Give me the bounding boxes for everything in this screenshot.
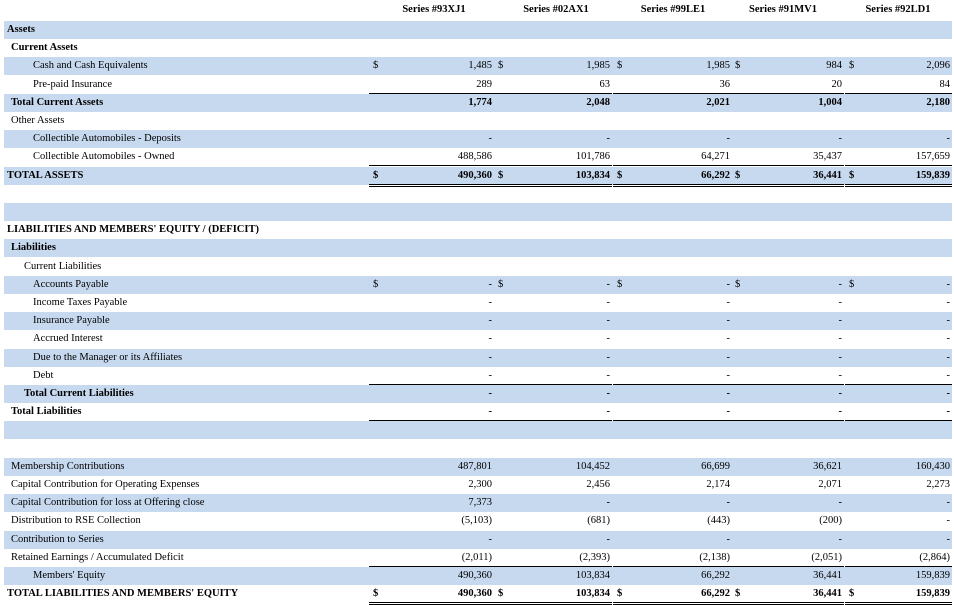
value-cell: 2,071 <box>818 479 842 490</box>
table-row <box>4 458 952 476</box>
row-label: Total Current Liabilities <box>24 388 134 399</box>
value-cell: - <box>838 133 842 144</box>
table-row <box>4 185 952 203</box>
value-cell: 490,360 <box>457 170 492 181</box>
value-cell: 36,621 <box>813 461 842 472</box>
value-cell: 66,292 <box>701 170 730 181</box>
value-cell: - <box>946 333 950 344</box>
row-label: Capital Contribution for Operating Expenses <box>11 479 200 490</box>
value-cell: 2,456 <box>586 479 610 490</box>
table-row <box>4 585 952 603</box>
column-header: Series #91MV1 <box>749 4 817 15</box>
value-cell: 160,430 <box>915 461 950 472</box>
row-label: LIABILITIES AND MEMBERS' EQUITY / (DEFICIT) <box>7 224 259 235</box>
row-label: TOTAL ASSETS <box>7 170 84 181</box>
value-cell: - <box>606 388 610 399</box>
value-cell: 289 <box>476 79 492 90</box>
value-cell: - <box>946 279 950 290</box>
value-cell: - <box>606 297 610 308</box>
value-cell: (5,103) <box>461 515 492 526</box>
value-cell: - <box>606 497 610 508</box>
value-cell: - <box>488 279 492 290</box>
value-cell: - <box>726 352 730 363</box>
value-cell: - <box>726 133 730 144</box>
value-cell: 2,300 <box>468 479 492 490</box>
row-label: Membership Contributions <box>11 461 125 472</box>
value-cell: - <box>606 279 610 290</box>
value-cell: 1,004 <box>818 97 842 108</box>
value-cell: 63 <box>599 79 610 90</box>
table-row <box>4 421 952 439</box>
row-label: Accounts Payable <box>33 279 109 290</box>
value-cell: - <box>946 352 950 363</box>
row-label: Insurance Payable <box>33 315 110 326</box>
row-label: Collectible Automobiles - Owned <box>33 151 175 162</box>
currency-symbol: $ <box>498 588 504 599</box>
value-cell: - <box>838 534 842 545</box>
value-cell: - <box>488 534 492 545</box>
value-cell: 2,048 <box>586 97 610 108</box>
value-cell: - <box>838 406 842 417</box>
value-cell: 101,786 <box>575 151 610 162</box>
value-cell: - <box>946 133 950 144</box>
value-cell: 36,441 <box>813 570 842 581</box>
currency-symbol: $ <box>849 60 855 71</box>
value-cell: - <box>838 297 842 308</box>
value-cell: 157,659 <box>915 151 950 162</box>
value-cell: - <box>488 333 492 344</box>
table-row <box>4 549 952 567</box>
value-cell: (200) <box>819 515 842 526</box>
value-cell: - <box>838 370 842 381</box>
value-cell: - <box>606 534 610 545</box>
value-cell: - <box>488 297 492 308</box>
column-header: Series #93XJ1 <box>402 4 466 15</box>
value-cell: - <box>838 352 842 363</box>
currency-symbol: $ <box>617 279 623 290</box>
underline <box>613 165 732 166</box>
row-label: Accrued Interest <box>33 333 103 344</box>
row-label: Due to the Manager or its Affiliates <box>33 352 183 363</box>
value-cell: 36,441 <box>813 170 842 181</box>
currency-symbol: $ <box>373 279 379 290</box>
value-cell: - <box>606 352 610 363</box>
value-cell: - <box>488 406 492 417</box>
value-cell: 490,360 <box>457 588 492 599</box>
value-cell: 1,985 <box>586 60 610 71</box>
value-cell: - <box>946 534 950 545</box>
value-cell: - <box>726 370 730 381</box>
table-row <box>4 385 952 403</box>
table-row <box>4 531 952 549</box>
table-row <box>4 312 952 330</box>
underline <box>845 165 952 166</box>
value-cell: - <box>946 406 950 417</box>
value-cell: 104,452 <box>575 461 610 472</box>
currency-symbol: $ <box>498 170 504 181</box>
value-cell: - <box>946 370 950 381</box>
currency-symbol: $ <box>849 279 855 290</box>
underline <box>731 165 844 166</box>
underline <box>731 602 844 603</box>
row-label: Income Taxes Payable <box>33 297 128 308</box>
table-row <box>4 294 952 312</box>
value-cell: - <box>488 388 492 399</box>
value-cell: - <box>488 352 492 363</box>
value-cell: - <box>606 406 610 417</box>
currency-symbol: $ <box>735 60 741 71</box>
value-cell: - <box>488 315 492 326</box>
column-header: Series #02AX1 <box>523 4 589 15</box>
value-cell: - <box>606 333 610 344</box>
row-label: Total Liabilities <box>11 406 82 417</box>
underline <box>369 165 494 166</box>
currency-symbol: $ <box>617 170 623 181</box>
value-cell: - <box>946 315 950 326</box>
value-cell: 103,834 <box>575 170 610 181</box>
currency-symbol: $ <box>373 60 379 71</box>
table-row <box>4 203 952 221</box>
table-row <box>4 148 952 166</box>
currency-symbol: $ <box>617 588 623 599</box>
value-cell: 984 <box>826 60 842 71</box>
value-cell: 490,360 <box>457 570 492 581</box>
table-row <box>4 21 952 39</box>
value-cell: 2,273 <box>926 479 950 490</box>
row-label: Contribution to Series <box>11 534 104 545</box>
value-cell: 7,373 <box>468 497 492 508</box>
value-cell: - <box>606 133 610 144</box>
underline <box>369 602 494 603</box>
underline <box>494 602 612 603</box>
row-label: Other Assets <box>11 115 65 126</box>
value-cell: 2,096 <box>926 60 950 71</box>
value-cell: (681) <box>587 515 610 526</box>
column-header: Series #92LD1 <box>865 4 931 15</box>
row-label: Assets <box>7 24 35 35</box>
currency-symbol: $ <box>617 60 623 71</box>
table-row <box>4 512 952 530</box>
table-row <box>4 130 952 148</box>
currency-symbol: $ <box>735 588 741 599</box>
value-cell: 103,834 <box>575 570 610 581</box>
table-row <box>4 440 952 458</box>
table-row <box>4 167 952 185</box>
value-cell: 64,271 <box>701 151 730 162</box>
value-cell: 66,292 <box>701 588 730 599</box>
table-row <box>4 567 952 585</box>
table-row <box>4 94 952 112</box>
table-row <box>4 112 952 130</box>
value-cell: 2,174 <box>706 479 730 490</box>
value-cell: - <box>726 333 730 344</box>
table-row <box>4 239 952 257</box>
table-row <box>4 349 952 367</box>
underline <box>845 602 952 603</box>
value-cell: - <box>726 406 730 417</box>
value-cell: - <box>726 388 730 399</box>
value-cell: - <box>726 497 730 508</box>
value-cell: 20 <box>831 79 842 90</box>
row-label: Current Liabilities <box>24 261 102 272</box>
value-cell: - <box>606 370 610 381</box>
value-cell: 66,292 <box>701 570 730 581</box>
value-cell: - <box>488 370 492 381</box>
currency-symbol: $ <box>373 588 379 599</box>
currency-symbol: $ <box>373 170 379 181</box>
value-cell: - <box>946 297 950 308</box>
value-cell: - <box>838 279 842 290</box>
value-cell: - <box>838 333 842 344</box>
underline <box>613 602 732 603</box>
row-label: Capital Contribution for loss at Offering close <box>11 497 205 508</box>
value-cell: 487,801 <box>457 461 492 472</box>
table-row <box>4 76 952 94</box>
currency-symbol: $ <box>735 279 741 290</box>
table-row <box>4 276 952 294</box>
row-label: Pre-paid Insurance <box>33 79 113 90</box>
row-label: Members' Equity <box>33 570 106 581</box>
value-cell: 66,699 <box>701 461 730 472</box>
value-cell: (2,138) <box>699 552 730 563</box>
value-cell: (2,864) <box>919 552 950 563</box>
value-cell: 36 <box>719 79 730 90</box>
currency-symbol: $ <box>849 588 855 599</box>
table-row <box>4 367 952 385</box>
value-cell: - <box>946 515 950 526</box>
value-cell: 2,021 <box>706 97 730 108</box>
value-cell: - <box>838 388 842 399</box>
value-cell: 159,839 <box>915 588 950 599</box>
value-cell: 36,441 <box>813 588 842 599</box>
row-label: Cash and Cash Equivalents <box>33 60 148 71</box>
value-cell: (2,393) <box>579 552 610 563</box>
value-cell: - <box>946 497 950 508</box>
row-label: TOTAL LIABILITIES AND MEMBERS' EQUITY <box>7 588 239 599</box>
value-cell: (2,051) <box>811 552 842 563</box>
table-row <box>4 39 952 57</box>
table-row <box>4 403 952 421</box>
value-cell: - <box>606 315 610 326</box>
table-row <box>4 494 952 512</box>
row-label: Collectible Automobiles - Deposits <box>33 133 181 144</box>
currency-symbol: $ <box>498 60 504 71</box>
table-row <box>4 258 952 276</box>
value-cell: 159,839 <box>915 170 950 181</box>
row-label: Debt <box>33 370 54 381</box>
value-cell: 488,586 <box>457 151 492 162</box>
currency-symbol: $ <box>498 279 504 290</box>
row-label: Distribution to RSE Collection <box>11 515 141 526</box>
value-cell: 1,774 <box>468 97 492 108</box>
table-row <box>4 476 952 494</box>
value-cell: - <box>488 133 492 144</box>
row-label: Retained Earnings / Accumulated Deficit <box>11 552 184 563</box>
table-row <box>4 330 952 348</box>
value-cell: (443) <box>707 515 730 526</box>
table-row <box>4 221 952 239</box>
column-header: Series #99LE1 <box>640 4 706 15</box>
value-cell: 2,180 <box>926 97 950 108</box>
row-label: Current Assets <box>11 42 78 53</box>
value-cell: 1,985 <box>706 60 730 71</box>
value-cell: (2,011) <box>461 552 492 563</box>
value-cell: - <box>726 297 730 308</box>
currency-symbol: $ <box>849 170 855 181</box>
value-cell: 159,839 <box>915 570 950 581</box>
currency-symbol: $ <box>735 170 741 181</box>
row-label: Total Current Assets <box>11 97 104 108</box>
value-cell: 84 <box>939 79 950 90</box>
value-cell: - <box>726 534 730 545</box>
value-cell: - <box>838 315 842 326</box>
underline <box>494 165 612 166</box>
row-label: Liabilities <box>11 242 56 253</box>
value-cell: - <box>838 497 842 508</box>
value-cell: - <box>726 279 730 290</box>
value-cell: 35,437 <box>813 151 842 162</box>
value-cell: - <box>946 388 950 399</box>
value-cell: - <box>726 315 730 326</box>
value-cell: 103,834 <box>575 588 610 599</box>
value-cell: 1,485 <box>468 60 492 71</box>
table-row <box>4 57 952 75</box>
